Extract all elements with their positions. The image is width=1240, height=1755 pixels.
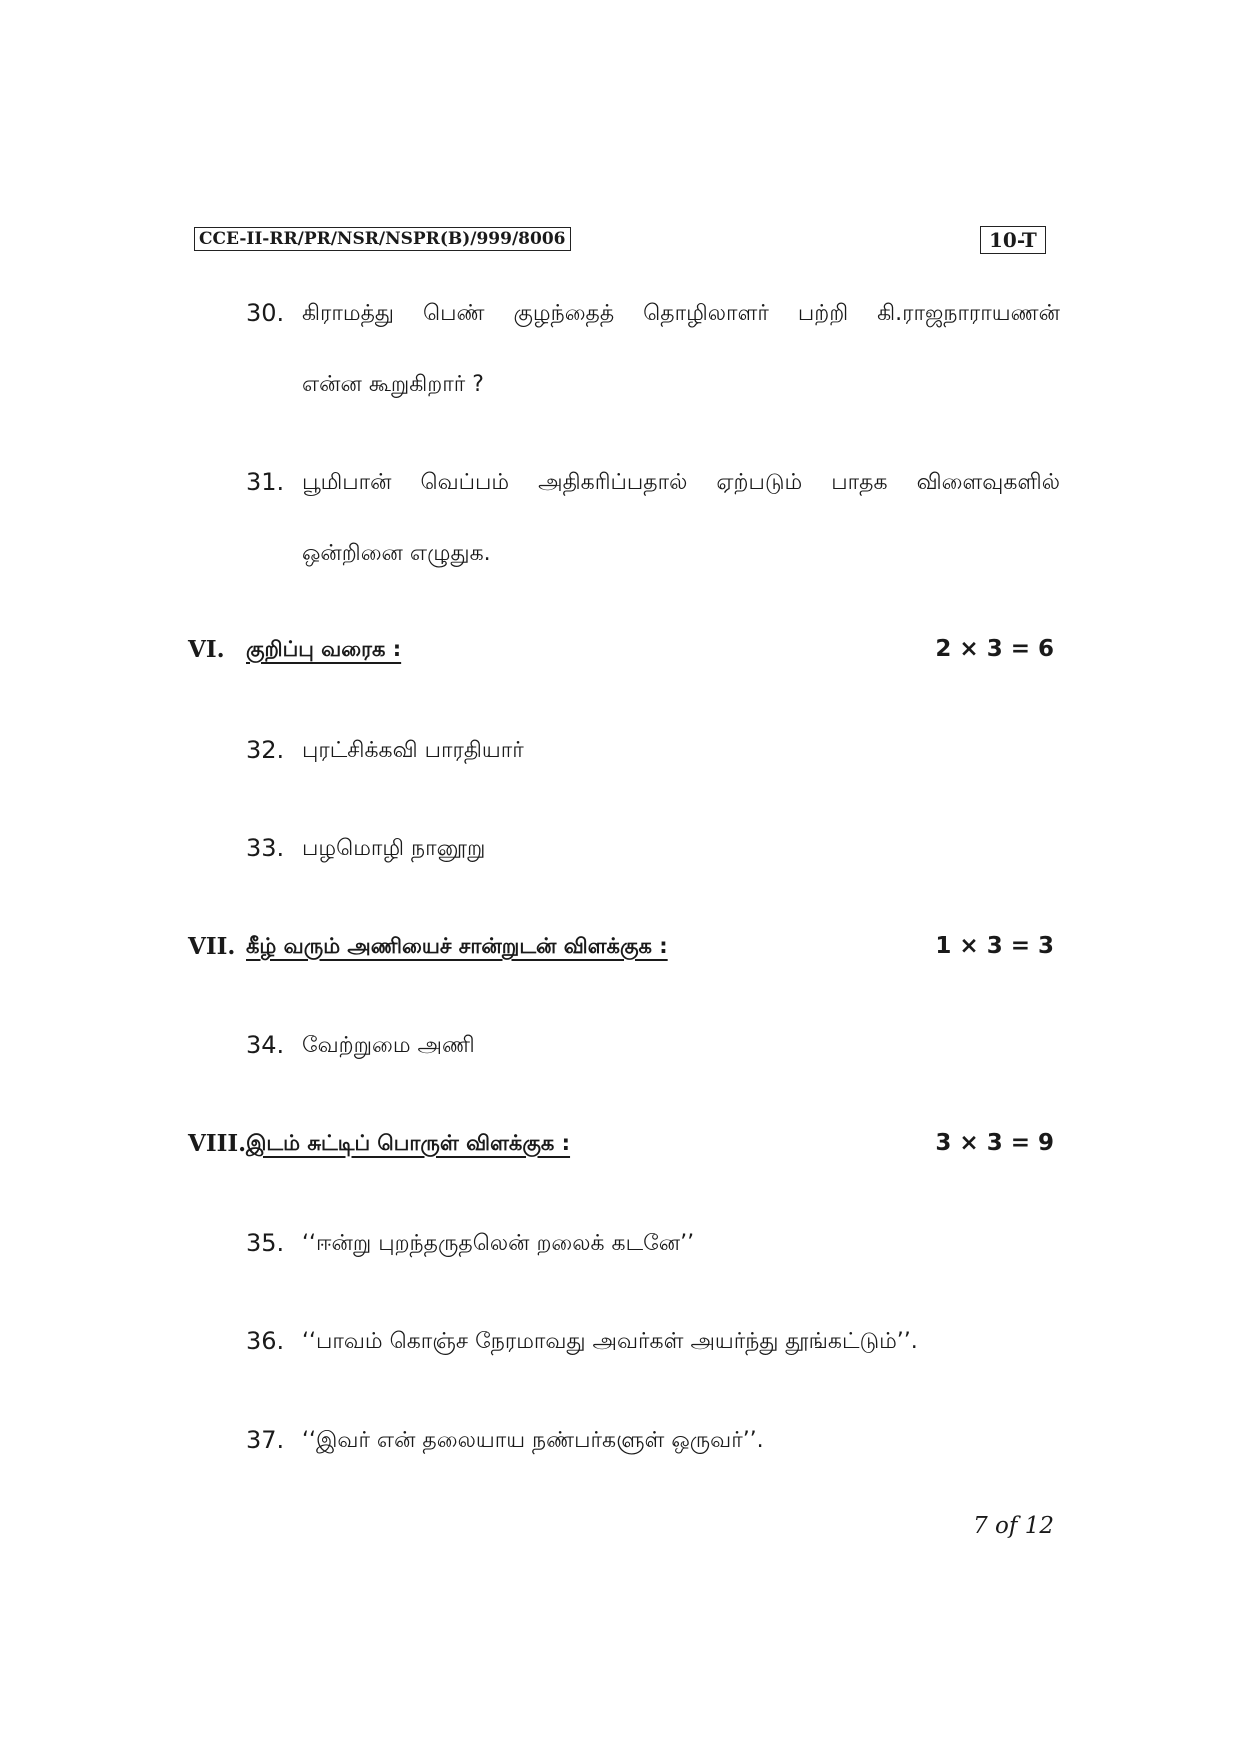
section-viii-number: VIII. [188,1130,247,1157]
section-viii-marks: 3 × 3 = 9 [935,1130,1054,1156]
question-33-text: பழமொழி நானூறு [302,836,486,861]
section-vi-marks: 2 × 3 = 6 [935,636,1054,662]
section-viii-title: இடம் சுட்டிப் பொருள் விளக்குக : [246,1131,571,1155]
question-36-text: ‘‘பாவம் கொஞ்ச நேரமாவது அவர்கள் அயர்ந்து தூங்கட்டும்’’. [302,1329,918,1354]
question-35-text: ‘‘ஈன்று புறந்தருதலென் றலைக் கடனே’’ [302,1231,695,1256]
paper-code-badge: 10-T [980,226,1046,254]
question-30-line-1: கிராமத்து பெண் குழந்தைத் தொழிலாளர் பற்றி கி.ராஜநாராயணன் [302,301,1060,326]
section-vii-number: VII. [188,933,236,960]
question-31-line-2: ஒன்றினை எழுதுக. [302,541,491,566]
question-number-33: 33. [246,834,285,862]
question-number-35: 35. [246,1229,285,1257]
section-vii-marks: 1 × 3 = 3 [935,933,1054,959]
question-paper-code: CCE-II-RR/PR/NSR/NSPR(B)/999/8006 [194,227,571,251]
question-number-31: 31. [246,468,285,496]
question-number-30: 30. [246,299,285,327]
section-vi-number: VI. [188,636,225,663]
question-34-text: வேற்றுமை அணி [302,1033,475,1058]
question-number-32: 32. [246,736,285,764]
question-31-line-1: பூமிபான் வெப்பம் அதிகரிப்பதால் ஏற்படும் பாதக விளைவுகளில் [302,470,1060,495]
section-vii-title: கீழ் வரும் அணியைச் சான்றுடன் விளக்குக : [246,934,668,958]
question-number-37: 37. [246,1426,285,1454]
section-vi-title: குறிப்பு வரைக : [246,637,402,661]
question-number-34: 34. [246,1031,285,1059]
page-number: 7 of 12 [973,1513,1054,1539]
question-37-text: ‘‘இவர் என் தலையாய நண்பர்களுள் ஒருவர்’’. [302,1428,764,1453]
question-32-text: புரட்சிக்கவி பாரதியார் [302,738,524,763]
question-30-line-2: என்ன கூறுகிறார் ? [302,372,484,397]
question-number-36: 36. [246,1327,285,1355]
